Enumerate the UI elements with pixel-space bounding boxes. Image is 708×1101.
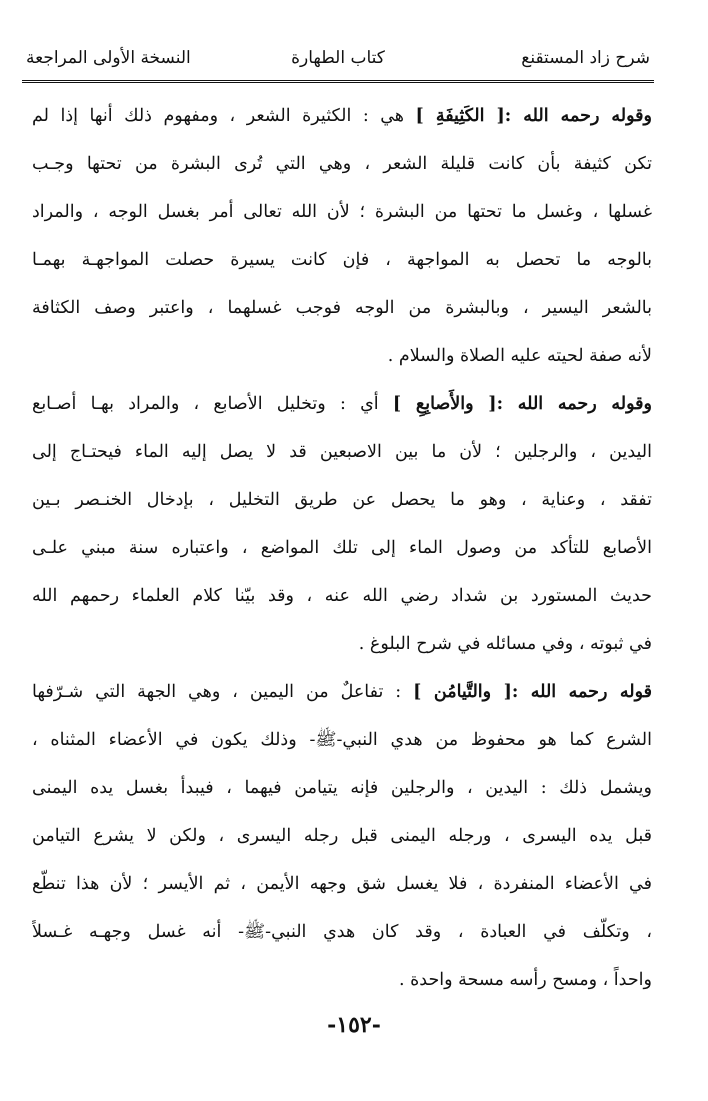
page-body-text xyxy=(32,92,652,1004)
text-line xyxy=(32,812,652,860)
text-line xyxy=(32,428,652,476)
text-line xyxy=(32,92,652,140)
line-text: الأصابع للتأكد من وصول الماء إلى تلك المواضع ، واعتباره سنة مبني علـى xyxy=(32,538,652,558)
text-line xyxy=(32,380,652,428)
line-text: هي : الكثيرة الشعر ، ومفهوم ذلك أنها إذا لم xyxy=(32,106,416,126)
line-text: تكن كثيفة بأن كانت قليلة الشعر ، وهي التي تُرى البشرة من تحتها وجـب xyxy=(32,154,652,174)
line-text: قبل يده اليسرى ، ورجله اليمنى قبل رجله اليسرى ، ولكن لا يشرع التيامن xyxy=(32,826,652,846)
text-line xyxy=(32,956,652,1004)
page-number: -١٥٢- xyxy=(327,1012,381,1038)
line-text: تفقد ، وعناية ، وهو ما يحصل عن طريق التخليل ، بإدخال الخنـصر بـين xyxy=(32,490,652,510)
entry-heading: قوله رحمه الله :[ والتَّيامُن ] xyxy=(413,682,652,702)
header-edition-note: النسخة الأولى المراجعة xyxy=(26,48,191,68)
text-line xyxy=(32,572,652,620)
running-header xyxy=(22,42,654,76)
line-text: لأنه صفة لحيته عليه الصلاة والسلام . xyxy=(387,346,652,366)
text-line xyxy=(32,188,652,236)
entry-heading: وقوله رحمه الله :[ الكَثِيفَةِ ] xyxy=(415,106,652,126)
header-book-title: شرح زاد المستقنع xyxy=(521,48,650,68)
line-text: ويشمل ذلك : اليدين ، والرجلين فإنه يتيامن فيهما ، فيبدأ بغسل يده اليمنى xyxy=(32,778,652,798)
text-line xyxy=(32,524,652,572)
text-line xyxy=(32,284,652,332)
line-text: غسلها ، وغسل ما تحتها من البشرة ؛ لأن الله تعالى أمر بغسل الوجه ، والمراد xyxy=(32,202,652,222)
text-line xyxy=(32,140,652,188)
text-line xyxy=(32,764,652,812)
text-line xyxy=(32,476,652,524)
line-text: بالشعر اليسير ، وبالبشرة من الوجه فوجب غسلهما ، واعتبر وصف الكثافة xyxy=(32,298,652,318)
line-text: ، وتكلّف في العبادة ، وقد كان هدي النبي-ﷺ- أنه غسل وجهـه غـسلاً xyxy=(32,922,652,942)
line-text: : تفاعلٌ من اليمين ، وهي الجهة التي شـرّفها xyxy=(32,682,414,702)
header-chapter-title: كتاب الطهارة xyxy=(291,48,385,68)
text-line xyxy=(32,332,652,380)
line-text: أي : وتخليل الأصابع ، والمراد بهـا أصـابع xyxy=(32,394,393,414)
line-text: حديث المستورد بن شداد رضي الله عنه ، وقد بيّنا كلام العلماء رحمهم الله xyxy=(32,586,652,606)
text-line xyxy=(32,860,652,908)
line-text: في الأعضاء المنفردة ، فلا يغسل شق وجهه الأيمن ، ثم الأيسر ؛ لأن هذا تنطّع xyxy=(32,874,652,894)
line-text: اليدين ، والرجلين ؛ لأن ما بين الاصبعين قد لا يصل إليه الماء فيحتـاج إلى xyxy=(32,442,652,462)
line-text: بالوجه ما تحصل به المواجهة ، فإن كانت يسيرة حصلت المواجهـة بهمـا xyxy=(32,250,652,270)
text-line xyxy=(32,668,652,716)
text-line xyxy=(32,236,652,284)
line-text: واحداً ، ومسح رأسه مسحة واحدة . xyxy=(398,970,652,990)
text-line xyxy=(32,716,652,764)
entry-heading: وقوله رحمه الله :[ والأَصابِعِ ] xyxy=(392,394,652,414)
line-text: في ثبوته ، وفي مسائله في شرح البلوغ . xyxy=(358,634,652,654)
text-line xyxy=(32,620,652,668)
text-line xyxy=(32,908,652,956)
header-rule xyxy=(22,80,654,83)
line-text: الشرع كما هو محفوظ من هدي النبي-ﷺ- وذلك يكون في الأعضاء المثناه ، xyxy=(32,730,652,750)
